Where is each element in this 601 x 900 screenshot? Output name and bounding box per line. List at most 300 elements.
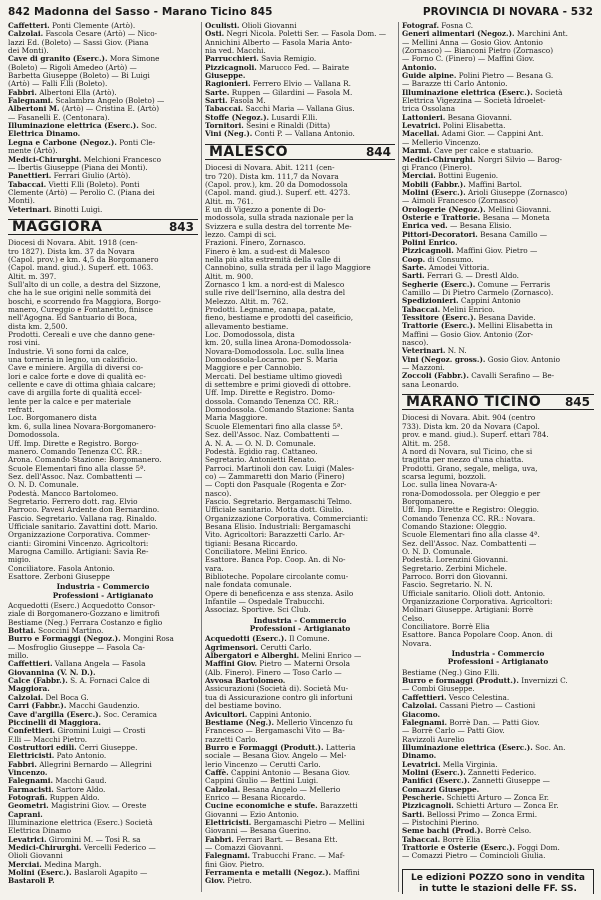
entry-line: Segherie (Eserc.). Comune — Ferraris bbox=[402, 280, 551, 289]
town-info-line: sulle rive dell'Isernino, alla destra del bbox=[205, 289, 346, 298]
section-subtitle: Professioni - Artigianato bbox=[249, 625, 351, 634]
town-info-line: lori e calce forte e dove di qualità ec- bbox=[8, 372, 146, 381]
town-info-line: Ufficiale sanitario. Motta dott. Giulio. bbox=[205, 506, 344, 515]
listing-line: Bottai. Scoccini Martino. bbox=[8, 627, 104, 636]
entry-line: Vini (Negoz. gross.). Gosio Giov. Antonio bbox=[402, 355, 560, 364]
entry-line: Tessitore (Eserc.). Besana Davide. bbox=[402, 314, 536, 323]
entry-line: Trattorie (Eserc.). Mellini Elisabetta in bbox=[402, 322, 553, 331]
listing-line: Caffè. Cappini Antonio — Besana Giov. bbox=[205, 768, 350, 777]
town-info-line: Prodotti. Legname, canapa, patate, bbox=[205, 306, 336, 314]
town-info-line: Podestà. Egidio rag. Cattaneo. bbox=[205, 447, 318, 456]
town-info-line: Organizzazione Corporativa. Commercianti: bbox=[205, 514, 369, 523]
entry-line: Macellai. Adami Gior. — Cappini Ant. bbox=[402, 130, 544, 139]
listing-line: Tabaccai. Borrè Elia bbox=[402, 835, 481, 844]
listing-line: Fabbri. Allegrini Bernardo — Allegrini bbox=[8, 760, 152, 769]
column-rule bbox=[398, 22, 399, 892]
town-heading bbox=[402, 394, 594, 410]
entry-line: Veterinari. Binotti Luigi. bbox=[8, 205, 103, 214]
town-info-line: Podestà. Lorenzini Giovanni. bbox=[402, 556, 509, 565]
town-info-line: Domodossola. Comando Stazione: Santa bbox=[205, 406, 355, 415]
town-info-line: Segretario. Ferrero dott. rag. Elvio bbox=[8, 497, 138, 506]
town-info-line: Fascio. Segretario. Bergamaschi Telmo. bbox=[205, 497, 352, 506]
listing-line: — Borrè Carlo — Patti Giov. bbox=[402, 727, 505, 736]
town-info-line: (Capol. prov.), km. 20 da Domodossola bbox=[205, 180, 348, 189]
listing-line: Confettieri. Giromini Luigi — Crosti bbox=[8, 727, 146, 736]
entry-line: lazzi Ed. (Boleto) — Sassi Giov. (Piana bbox=[8, 38, 149, 47]
town-info-line: rona-Domodossola. per Oleggio e per bbox=[402, 489, 541, 498]
town-info-line: Mercati. Del bestiame ultimo giovedì bbox=[205, 372, 343, 381]
entry-line: Illuminazione elettrica (Eserc.). Soc. bbox=[8, 122, 157, 131]
entry-line: Tabaccai. Vietti F.lli (Boleto). Ponti bbox=[8, 180, 140, 189]
town-number: 844 bbox=[365, 144, 391, 159]
listing-line: Giovanni — Besana Guerino. bbox=[205, 827, 311, 836]
town-info-line: cellente e cave di ottima ghiaia calcare; bbox=[8, 381, 156, 390]
listing-line: — Mosfroglio Giuseppe — Fasola Ca- bbox=[8, 643, 145, 652]
entry-line: Sarte. Ruppen — Gilardini — Fasola M. bbox=[205, 88, 353, 97]
town-info-line: modossola, sulla strada nazionale per la bbox=[205, 214, 354, 223]
town-info-line: Biblioteche. Popolare circolante comu- bbox=[205, 573, 349, 581]
town-info-line: cave di argilla forte di qualità eccel- bbox=[8, 389, 142, 398]
listing-line: Medici-Chirurghi. Vercelli Federico — bbox=[8, 844, 156, 852]
listing-line: Caffettieri. Vesco Celestina. bbox=[402, 693, 510, 702]
town-info-line: È un di Vigezzo a ponente di Do- bbox=[205, 205, 326, 214]
town-info-line: una torneria in legno, un calzificio. bbox=[8, 356, 138, 365]
town-info-line: Novara. bbox=[402, 639, 432, 648]
town-info-line: dossola. Comando Tenenza CC. RR.: bbox=[205, 397, 339, 406]
listing-line: — Comazzi Giovanni. bbox=[205, 844, 284, 852]
advertisement-box bbox=[402, 869, 594, 894]
listing-line: Olioli Giovanni bbox=[8, 852, 63, 861]
entry-line: (Boleto) — Rigoli Amedeo (Artò) — bbox=[8, 63, 137, 72]
town-info-line: Altit. m. 900. bbox=[205, 272, 254, 281]
entry-line: Camillo — Di Pietro Carmelo (Zornasco). bbox=[402, 289, 554, 297]
entry-line: Spedizionieri. Cappini Antonio bbox=[402, 297, 521, 306]
header-right: PROVINCIA DI NOVARA - 532 bbox=[422, 6, 593, 18]
town-info-line: Parroco. Pavesi Ardente don Bernardino. bbox=[8, 506, 160, 515]
town-info-line: Scuole Elementari fino alla classe 4ª. bbox=[402, 531, 540, 540]
town-info-line: Cannobino, sulla strada per il lago Maggiore bbox=[205, 264, 371, 273]
entry-line: Veterinari. N. N. bbox=[402, 347, 467, 356]
town-info-line: scarsa legumi, bozzoli. bbox=[402, 472, 487, 481]
town-info-line: Cave e miniere. Argilla di diversi co- bbox=[8, 364, 144, 373]
town-info-line: O. N. D. Comunale. bbox=[402, 547, 473, 556]
listing-line: Calzolai. Besana Angelo — Mellerio bbox=[205, 785, 341, 794]
entry-line: Medici-Chirurghi. Melchioni Francesco bbox=[8, 155, 161, 164]
town-info-line: manero. Comando Tenenza CC. RR.: bbox=[8, 447, 143, 456]
entry-line: Elettrica Vigezzina — Società Idroelet- bbox=[402, 97, 546, 106]
town-info-line: Vito. Agricoltori: Barazzetti Carlo. Ar- bbox=[205, 531, 345, 540]
town-info-line: Loc. Domodossola, dista bbox=[205, 331, 295, 340]
town-info-line: Ufficiale sanitario. Olioli dott. Antonio. bbox=[402, 589, 546, 598]
town-info-line: Marogna Camillo. Artigiani: Savia Re- bbox=[8, 547, 149, 556]
town-info-line: Uff. Imp. Dirette e Registro. Domo- bbox=[205, 389, 335, 398]
town-info-line: Besana Elisio. Industriali: Bergamaschi bbox=[205, 522, 351, 531]
entry-line: Lattonieri. Besana Giovanni. bbox=[402, 113, 512, 122]
listing-line: Acquedotti (Eserc.) Acquedotto Consor- bbox=[8, 602, 156, 611]
entry-line: Elettrica Dinamo. bbox=[8, 130, 81, 139]
town-info-line: Sez. dell'Assoc. Naz. Combattenti — bbox=[402, 539, 537, 548]
ad-line: in tutte le stazioni delle FF. SS. bbox=[419, 883, 577, 894]
listing-line: Calce (Fabbr.). S. A. Fornaci Calce di bbox=[8, 677, 150, 686]
section-subtitle: Professioni - Artigianato bbox=[447, 658, 549, 667]
town-info-line: rosi vini. bbox=[8, 339, 41, 348]
entry-line: Mobili (Fabbr.). Maffini Bartol. bbox=[402, 180, 522, 189]
town-heading bbox=[205, 144, 395, 160]
entry-line: Albertoni M. (Artò) — Cristina E. (Artò) bbox=[8, 105, 160, 114]
entry-line: Molini (Eserc.). Arioli Giuseppe (Zornasco) bbox=[402, 188, 568, 197]
town-info-line: (Capol. mand. giud.). Superf. ett. 4273. bbox=[205, 189, 351, 198]
town-info-line: Conciliatore. Melini Enrico. bbox=[205, 547, 308, 556]
town-info-line: Fascio. Segretario. N. N. bbox=[402, 581, 493, 590]
town-info-line: Parroci. Martinoli don cav. Luigi (Males- bbox=[205, 464, 355, 473]
listing-line: tua di Assicurazione contro gli infortuni bbox=[205, 693, 353, 702]
listing-line: Burro e Formaggi (Produtt.). Latteria bbox=[205, 743, 356, 752]
listing-line: Falegnami. Borrè Dan. — Patti Giov. bbox=[402, 718, 540, 727]
listing-line: Comazzi Giuseppe. bbox=[402, 785, 480, 794]
town-info-line: fieno, bestiame e prodotti del caseificio, bbox=[205, 314, 354, 323]
town-name: MARANO TICINO bbox=[406, 394, 542, 411]
entry-line: trica Ossolana bbox=[402, 105, 456, 114]
column-2 bbox=[205, 22, 395, 894]
town-info-line: Opere di beneficenza e ass stenza. Asilo bbox=[205, 589, 354, 598]
entry-line: Antonio. bbox=[402, 63, 437, 72]
town-info-line: lente per la calce e per materiale bbox=[8, 397, 131, 406]
listing-line: Elettricisti. Bergamaschi Pietro — Mellini bbox=[205, 818, 365, 827]
town-info-line: prov. e mand. giud.). Superf. ettari 784. bbox=[402, 431, 549, 440]
town-info-line: manero, Cureggio e Fontanetto, finisce bbox=[8, 306, 153, 314]
listing-line: Giov. Pietro. bbox=[205, 877, 252, 886]
town-info-line: Sez. dell'Assoc. Naz. Combattenti — bbox=[8, 472, 143, 481]
town-info-line: — Copti don Pasquale (Rogenta e Zor- bbox=[205, 481, 347, 490]
listing-line: Molini (Eserc.). Baslaroli Agapito — bbox=[8, 869, 148, 878]
listing-line: Enrico — Besana Riccardo. bbox=[205, 793, 306, 802]
entry-line: Zoccoli (Fabbr.). Cavalli Serafino — Be- bbox=[402, 372, 555, 381]
town-info-line: Infantile — Ospedale Trabucchi. bbox=[205, 598, 325, 607]
town-number: 843 bbox=[168, 219, 194, 234]
listing-line: Levatrici. Mella Virginia. bbox=[402, 760, 498, 769]
listing-line: Fabbri. Ferrari Bart. — Besana Ett. bbox=[205, 835, 338, 844]
section-subtitle: Professioni - Artigianato bbox=[52, 591, 154, 600]
town-info-line: Frazioni. Finero, Zornasco. bbox=[205, 239, 306, 248]
town-info-line: tigiani: Besana Riccardo. bbox=[205, 539, 298, 548]
listing-line: Molini (Eserc.). Zannetti Federico. bbox=[402, 768, 537, 777]
town-info-line: nell'Agogna. Ed Santuario di Boca, bbox=[8, 314, 138, 323]
listing-line: Bestiame (Neg.) Ferrara Costanzo e figlio bbox=[8, 618, 163, 627]
town-info-line: di settembre e primi giovedì di ottobre. bbox=[205, 381, 351, 390]
listing-line: — Combi Giuseppe. bbox=[402, 685, 475, 694]
entry-line: nia ved. Macchi. bbox=[205, 47, 266, 56]
listing-line: Maggiora. bbox=[8, 685, 50, 694]
town-info-line: Esattore. Banca Popolare Coop. Anon. di bbox=[402, 631, 553, 640]
town-info-line: Domodossola. bbox=[8, 431, 60, 440]
town-info-line: Conciliatore. Fasola Antonio. bbox=[8, 564, 115, 573]
town-info-line: Organizzazione Corporativa. Agricoltori: bbox=[402, 598, 553, 607]
entry-line: Tabaccai. Sacchi Maria — Vallana Gius. bbox=[205, 105, 355, 114]
listing-line: Falegnami. Macchi Gaud. bbox=[8, 777, 107, 786]
listing-line: Bastaroli P. bbox=[8, 877, 55, 886]
town-info-line: O. N. D. Comunale. bbox=[8, 481, 79, 490]
town-info-line: Molinari Giuseppe. Artigiani: Borrè bbox=[402, 606, 534, 615]
town-info-line: km. 6, sulla linea Novara-Borgomanero- bbox=[8, 422, 156, 431]
header-left: 842 Madonna del Sasso - Marano Ticino 845 bbox=[8, 6, 273, 18]
town-info-line: Associaz. Sportive. Sci Club. bbox=[205, 606, 311, 615]
town-info-line: nale fondata comunale. bbox=[205, 581, 292, 590]
town-info-line: Diocesi di Novara. Abit. 904 (centro bbox=[402, 414, 536, 423]
entry-line: Caffetteri. Ponti Clemente (Artò). bbox=[8, 22, 136, 30]
town-info-line: Ufficiale sanitario. Zavattini dott. Mario. bbox=[8, 522, 158, 531]
listing-line: (Alb. Finero). Finero — Toso Carlo — bbox=[205, 668, 342, 677]
town-info-line: Uff. Imp. Dirette e Registro. Borgo- bbox=[8, 439, 139, 448]
town-info-line: Altit. m. 761. bbox=[205, 197, 254, 206]
town-info-line: Novara-Domodossola. Loc. sulla linea bbox=[205, 347, 345, 356]
entry-line: — Aimoli Francesco (Zornasco) bbox=[402, 197, 518, 206]
listing-line: Sarti. Bellossi Primo — Zonca Ermi. bbox=[402, 810, 538, 819]
town-info-line: Sull'alto di un colle, a destra del Sizzone, bbox=[8, 280, 161, 289]
listing-line: Ferramenta e metalli (Negoz.). Maffini bbox=[205, 869, 360, 878]
town-info-line: Finero è km. a sud-est di Malesco bbox=[205, 247, 330, 256]
town-info-line: Scuole Elementari fino alla classe 5ª. bbox=[8, 464, 146, 473]
town-info-line: A nord di Novara, sul Ticino, che si bbox=[402, 447, 533, 456]
entry-line: gi Franco (Finero). bbox=[402, 163, 473, 172]
entry-line: Merciai. Bottini Eugenio. bbox=[402, 172, 499, 181]
listing-line: Piccinelli di Maggiora. bbox=[8, 718, 101, 727]
listing-line: F.lli — Macchi Pietro. bbox=[8, 735, 88, 744]
town-info-line: (Capol. mand. giud.). Superf. ett. 1063. bbox=[8, 264, 154, 273]
listing-line: Avvosa Bartolomeo. bbox=[205, 677, 286, 686]
listing-line: Giacomo. bbox=[402, 710, 441, 719]
town-info-line: cianti: Giromini Vincenzo. Agricoltori: bbox=[8, 539, 149, 548]
listing-line: Illuminazione elettrica (Eserc.) Società bbox=[8, 818, 153, 827]
entry-line: Polini Enrico. bbox=[402, 238, 458, 247]
entry-line: dei Monti). bbox=[8, 47, 49, 56]
entry-line: Sarti. Ferrari G. — Drestl Aldo. bbox=[402, 272, 519, 281]
town-info-line: km. 20, sulla linea Arona-Domodossola- bbox=[205, 339, 352, 348]
entry-line: Orologerie (Negoz.). Mellini Giovanni. bbox=[402, 205, 552, 214]
town-info-line: Domodossola-Locarno. per S. Maria bbox=[205, 356, 338, 365]
listing-line: Costruttori edili. Cerri Giuseppe. bbox=[8, 743, 138, 752]
town-info-line: Podestà. Mancco Bartolomeo. bbox=[8, 489, 119, 498]
town-info-line: vara. bbox=[205, 564, 224, 573]
town-info-line: Loc. Borgomanero dista bbox=[8, 414, 97, 423]
entry-line: Sarte. Amodei Vittoria. bbox=[402, 263, 490, 272]
listing-line: Calzolai. Del Boca G. bbox=[8, 693, 89, 702]
page-header bbox=[8, 4, 593, 20]
listing-line: Vincenzo. bbox=[8, 768, 48, 777]
listing-line: Assicurazioni (Società di). Società Mu- bbox=[205, 685, 349, 694]
town-info-line: allevamento bestiame. bbox=[205, 322, 289, 331]
entry-line: Maffini — Gosio Giov. Antonio (Zor- bbox=[402, 330, 534, 339]
listing-line: Cucine economiche e stufe. Barazzetti bbox=[205, 802, 358, 811]
town-info-line: Svizzera e sulla destra del torrente Me- bbox=[205, 222, 352, 231]
listing-line: fini Giov. Pietro. bbox=[205, 860, 265, 869]
listing-line: Geometri. Magistrini Giov. — Oreste bbox=[8, 802, 147, 811]
section-title: Industria - Commercio bbox=[451, 650, 545, 659]
town-info-line: (Capol. prov.) e km. 4,5 da Borgomanero bbox=[8, 255, 159, 264]
listing-line: Avicultori. Cappini Antonio. bbox=[205, 710, 312, 719]
town-info-line: dista km. 2,500. bbox=[8, 322, 68, 331]
listing-line: Dinamo. bbox=[402, 752, 437, 761]
entry-line: Pittori-Decoratori. Besana Camillo — bbox=[402, 230, 548, 239]
town-info-line: Altit. m. 397. bbox=[8, 272, 57, 281]
town-info-line: Altit. m. 258. bbox=[402, 439, 451, 448]
entry-line: Ragionieri. Ferrero Elvio — Vallana R. bbox=[205, 80, 351, 89]
section-title: Industria - Commercio bbox=[56, 583, 150, 592]
town-info-line: Celso. bbox=[402, 614, 425, 623]
listing-line: Burro e Formaggi (Negoz.). Mongini Rosa bbox=[8, 635, 174, 644]
listing-line: del bestiame bovino. bbox=[205, 702, 282, 711]
entry-line: Calzolai. Fascola Cesare (Artò) — Nico- bbox=[8, 30, 158, 39]
town-info-line: Prodotti. Cereali e uve che danno gene- bbox=[8, 331, 155, 340]
town-info-line: Comando Stazione: Oleggio. bbox=[402, 522, 507, 531]
entry-line: — Barazze tti Carlo Antonio. bbox=[402, 80, 508, 89]
column-rule bbox=[201, 22, 202, 892]
entry-line: Pizzicagnoli. Marucco Fed. — Bairate bbox=[205, 63, 350, 72]
town-info-line: co) — Zammaretti don Mario (Finero) bbox=[205, 472, 345, 481]
listing-line: Acquedotti (Eserc.). Il Comune. bbox=[205, 635, 330, 644]
entry-line: Barbetta Giuseppe (Boleto) — Bi Luigi bbox=[8, 72, 150, 81]
entry-line: Parrucchieri. Savia Remigio. bbox=[205, 55, 317, 64]
listing-line: Maffini Giov. Pietro — Materni Orsola bbox=[205, 660, 350, 669]
entry-line: Levatrici. Polini Elisabetta. bbox=[402, 122, 506, 131]
listing-line: Falegnami. Trabucchi Franc. — Maf- bbox=[205, 852, 345, 861]
entry-line: Clemente (Artò) — Perolio C. (Piana dei bbox=[8, 188, 155, 197]
listing-line: Panifici (Eserc.). Zannetti Giuseppe — bbox=[402, 777, 550, 786]
entry-line: Generi alimentari (Negoz.). Marchini Ant. bbox=[402, 30, 568, 39]
entry-line: Coop. di Consumo. bbox=[402, 255, 474, 264]
town-info-line: Conciliatore. Borrè Elia bbox=[402, 623, 490, 632]
listing-line: Trattorie e Osterie (Eserc.). Foggi Dom. bbox=[402, 844, 560, 852]
town-name: MALESCO bbox=[209, 143, 289, 160]
entry-line: Fabbri. Albertoni Ella (Artò). bbox=[8, 88, 117, 97]
listing-line: — Pistochini Pierino. bbox=[402, 818, 480, 827]
listing-line: Albergatori e Alberghi. Melini Enrico — bbox=[205, 652, 362, 661]
listing-line: sociale — Besana Giov. Angelo — Mel- bbox=[205, 752, 347, 761]
entry-line: Monti). bbox=[8, 197, 35, 206]
column-3 bbox=[402, 22, 594, 894]
listing-line: Caprani. bbox=[8, 810, 43, 819]
listing-line: Agrimensori. Cerutti Carlo. bbox=[205, 643, 312, 652]
town-info-line: tro 720). Dista km. 111,7 da Novara bbox=[205, 172, 339, 181]
town-info-line: nella più alta estremità della valle di bbox=[205, 255, 341, 264]
entry-line: Oculisti. Olioli Giovanni bbox=[205, 22, 297, 30]
town-info-line: Segretario. Zerbini Michele. bbox=[402, 564, 507, 573]
entry-line: nasco). bbox=[402, 339, 429, 348]
town-info-line: Maria Maggiore. bbox=[205, 414, 268, 423]
entry-line: sana Leonardo. bbox=[402, 380, 459, 389]
listing-line: Francesco — Bergamaschi Vito — Ba- bbox=[205, 727, 345, 736]
listing-line: Elettricisti. Pato Antonio. bbox=[8, 752, 107, 761]
column-1 bbox=[8, 22, 198, 894]
entry-line: Sarti. Fasola M. bbox=[205, 97, 266, 106]
town-info-line: Zornasco 1 km. a nord-est di Malesco bbox=[205, 280, 345, 289]
town-info-line: Prodotti. Grano, segale, meliga, uva, bbox=[402, 464, 538, 473]
entry-line: Legna e Carbone (Negoz.). Ponti Cle- bbox=[8, 138, 156, 147]
listing-line: Caffettieri. Vallana Angela — Fasola bbox=[8, 660, 146, 669]
listing-line: Pizzicagnoli. Schietti Arturo — Zonca Er. bbox=[402, 802, 559, 811]
town-info-line: Uff. Imp. Dirette e Registro: Oleggio. bbox=[402, 506, 540, 515]
listing-line: millo. bbox=[8, 652, 29, 661]
listing-line: — Comazzi Pietro — Comincioli Giulia. bbox=[402, 852, 546, 861]
entry-line: Guide alpine. Polini Pietro — Besana G. bbox=[402, 72, 554, 81]
listing-line: Bestiame (Neg.). Mellerio Vincenzo fu bbox=[205, 718, 353, 727]
listing-line: razzetti Carlo. bbox=[205, 735, 258, 744]
entry-line: — Mellini Anna — Gosio Giov. Antonio bbox=[402, 38, 543, 47]
listing-line: Burro e formaggi (Produtt.). Invernizzi C. bbox=[402, 677, 568, 686]
town-info-line: Borgomanero. bbox=[402, 497, 455, 506]
town-info-line: Segretario. Antonietti Renato. bbox=[205, 456, 317, 465]
town-info-line: Loc. sulla linea Novara-A- bbox=[402, 481, 498, 490]
town-info-line: Industrie. Vi sono forni da calce, bbox=[8, 347, 129, 356]
section-title: Industria - Commercio bbox=[253, 616, 347, 625]
entry-line: Tornitori. Sesini e Rinaldi (Ditta) bbox=[205, 122, 331, 131]
town-info-line: Diocesi di Novara. Abit. 1211 (cen- bbox=[205, 164, 335, 173]
town-info-line: Esattore. Banca Pop. Coop. An. di No- bbox=[205, 556, 346, 565]
listing-line: Merciai. Medina Margh. bbox=[8, 860, 102, 869]
town-info-line: 733). Dista km. 20 da Novara (Capol. bbox=[402, 422, 540, 431]
entry-line: — Ibertis Giuseppe (Piana dei Monti). bbox=[8, 163, 148, 172]
town-info-line: che ha le sue origini nelle sommità dei bbox=[8, 289, 151, 298]
town-info-line: Esattore. Zerboni Giuseppe bbox=[8, 573, 111, 581]
ad-line: Le edizioni POZZO sono in vendita bbox=[411, 872, 585, 883]
listing-line: Seme bachi (Prod.). Borrè Celso. bbox=[402, 827, 532, 836]
listing-line: ziale di Borgomanero-Gozzano e limitrofi bbox=[8, 610, 160, 619]
entry-line: — Fasanelli E. (Centonara). bbox=[8, 113, 110, 122]
listing-line: Illuminazione elettrica (Eserc.). Soc. An. bbox=[402, 743, 566, 752]
listing-line: Pescherie. Schietti Arturo — Zonca Er. bbox=[402, 793, 549, 802]
town-info-line: tro 1827). Dista km. 37 da Novara bbox=[8, 247, 135, 256]
entry-line: (Zornasco) — Bianconi Pietro (Zornasco) bbox=[402, 47, 554, 56]
listing-line: Fotografi. Ruppen Aldo. bbox=[8, 793, 100, 802]
town-info-line: lezzo. Campi di sci. bbox=[205, 230, 277, 239]
listing-line: Cappini Giulio — Bettini Luigi. bbox=[205, 777, 319, 786]
town-info-line: boschi, e scorrendo fra Maggiora, Borgo- bbox=[8, 297, 161, 306]
entry-line: Illuminazione elettrica (Eserc.). Società bbox=[402, 88, 563, 97]
entry-line: Falegnami. Scalambra Angelo (Boleto) — bbox=[8, 97, 165, 106]
entry-line: Osti. Negri Nicola. Poletti Ser. — Fasola Dom. — bbox=[205, 30, 387, 39]
listing-line: Cave d'argilla (Eserc.). Soc. Ceramica bbox=[8, 710, 158, 719]
town-info-line: nasco). bbox=[205, 489, 232, 498]
town-info-line: refratt. bbox=[8, 406, 35, 415]
town-info-line: A. N. A. — O. N. D. Comunale. bbox=[205, 439, 316, 448]
town-info-line: Arona. Comando Stazione: Borgomanero. bbox=[8, 456, 162, 465]
town-info-line: Maggiore e per Cannobio. bbox=[205, 364, 302, 373]
town-info-line: Diocesi di Novara. Abit. 1918 (cen- bbox=[8, 239, 138, 248]
town-number: 845 bbox=[564, 395, 590, 410]
listing-line: Giovanni — Ezio Antonio. bbox=[205, 810, 299, 819]
town-info-line: tragitta per mezzo d'una chiatta. bbox=[402, 456, 524, 465]
entry-line: Stoffe (Negoz.). Lusardi F.lli. bbox=[205, 113, 318, 122]
town-info-line: Melezzo. Altit. m. 762. bbox=[205, 297, 289, 306]
listing-line: Bestiame (Neg.) Gino F.lli. bbox=[402, 668, 500, 677]
entry-line: (Artò) — Falli F.lli (Boleto). bbox=[8, 80, 108, 89]
entry-line: Medici-Chirurghi. Norgri Silvio — Barog- bbox=[402, 155, 563, 164]
entry-line: mente (Artò). bbox=[8, 147, 58, 156]
town-info-line: Sez. dell'Assoc. Naz. Combattenti — bbox=[205, 431, 340, 440]
town-info-line: Fascio. Segretario. Vallana rag. Rinaldo. bbox=[8, 514, 157, 523]
listing-line: Farmacisti. Sartore Aldo. bbox=[8, 785, 106, 794]
town-info-line: migio. bbox=[8, 556, 31, 565]
town-name: MAGGIORA bbox=[12, 218, 103, 235]
town-info-line: Scuole Elementari fino alla classe 5ª. bbox=[205, 422, 343, 431]
listing-line: Levatrici. Giromini M. — Tosi R. sa bbox=[8, 835, 141, 844]
listing-line: Carri (Fabbr.). Macchi Gaudenzio. bbox=[8, 702, 140, 711]
entry-line: Osterie e Trattorie. Besana — Moneta bbox=[402, 213, 550, 222]
entry-line: Giuseppe. bbox=[205, 72, 246, 81]
entry-line: — Forno C. (Finero) — Maffini Giov. bbox=[402, 55, 535, 64]
entry-line: Pizzicagnoli. Maffini Giov. Pietro — bbox=[402, 247, 538, 256]
entry-line: Vini (Neg.). Conti P. — Vallana Antonio. bbox=[205, 130, 355, 139]
listing-line: Giovannina (V. N. D.). bbox=[8, 668, 96, 677]
